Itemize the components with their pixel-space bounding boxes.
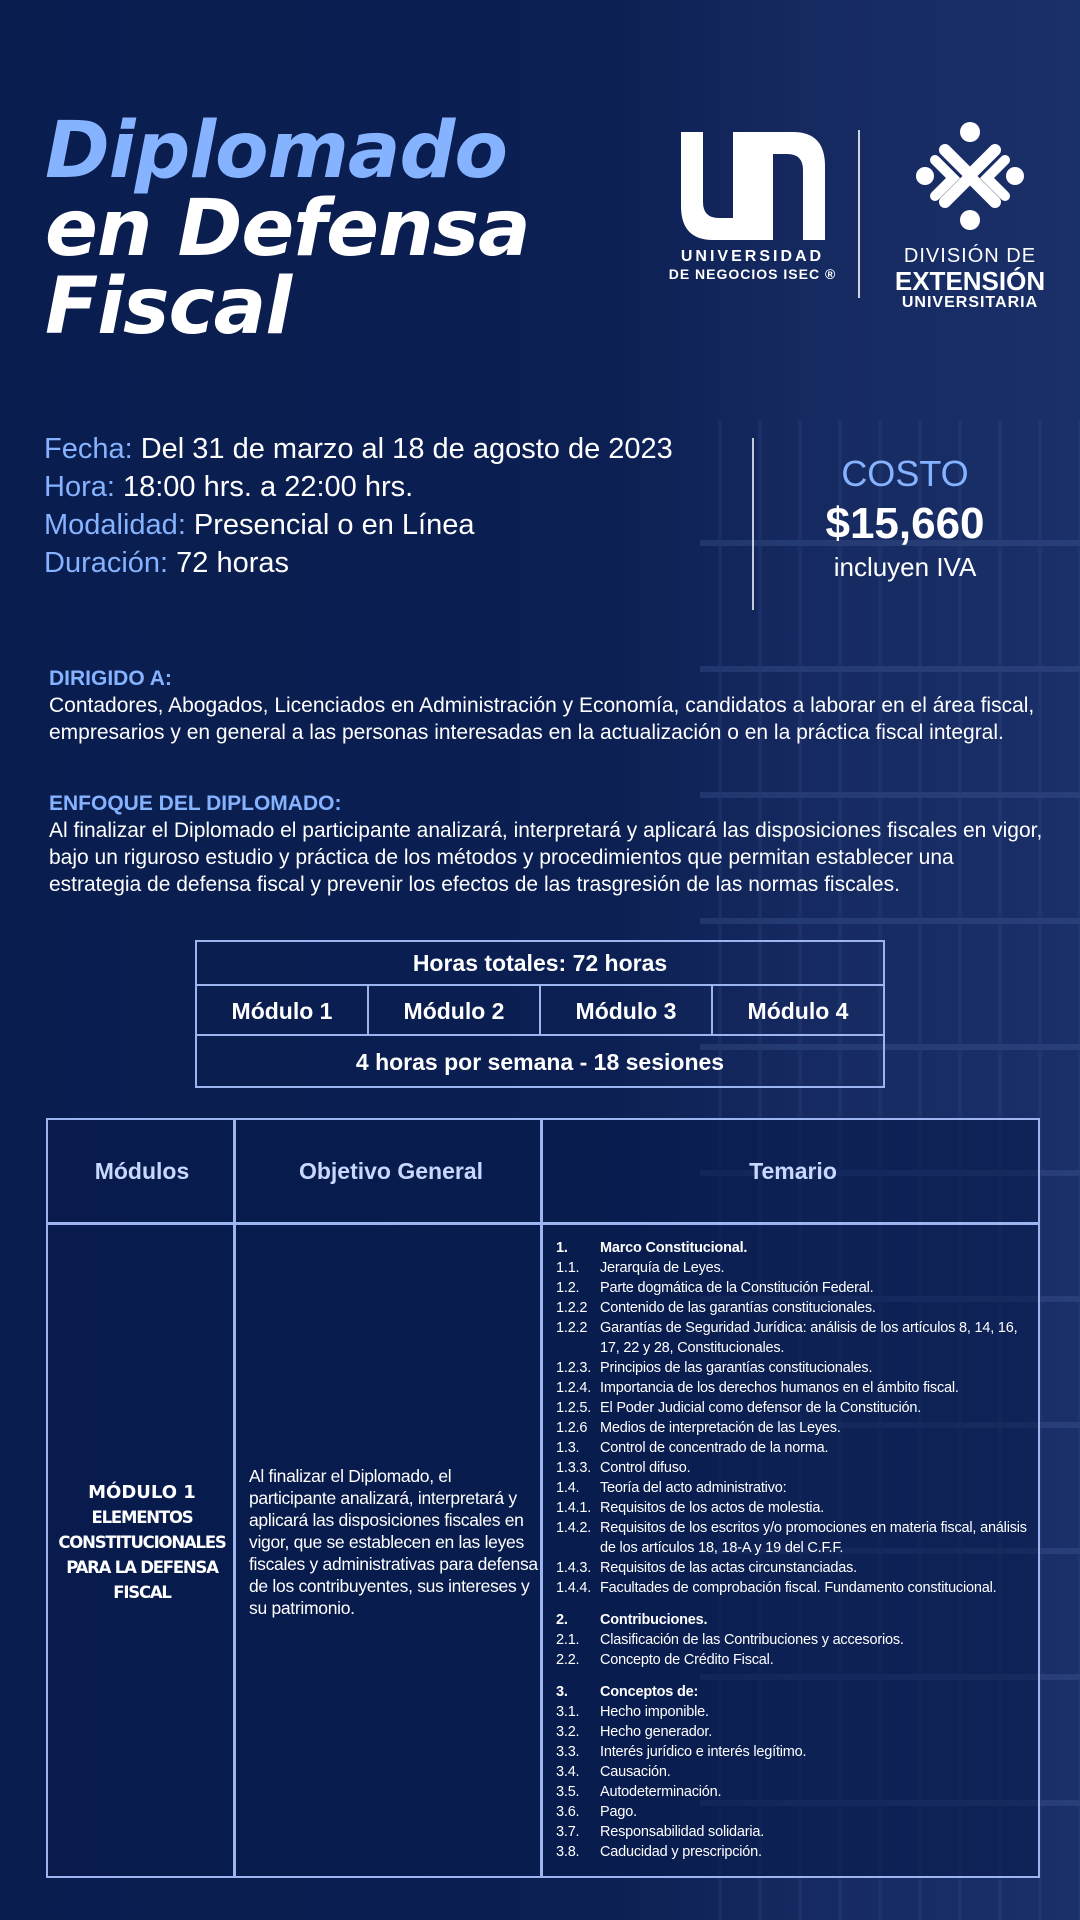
temario-item-text: Contribuciones. <box>600 1612 708 1628</box>
temario-item-number: 3.6. <box>556 1804 580 1820</box>
hora-label: Hora: <box>44 471 115 503</box>
isec-logo-icon <box>673 132 833 244</box>
temario-item-text: Hecho generador. <box>600 1724 713 1740</box>
temario-item <box>556 1682 1036 1702</box>
temario-item <box>556 1298 1036 1318</box>
duracion-row <box>44 544 724 582</box>
temario-item <box>556 1458 1036 1478</box>
temario-item-text: Conceptos de: <box>600 1684 699 1700</box>
cost-note: incluyen IVA <box>833 552 977 582</box>
temario-item-number: 3.1. <box>556 1704 580 1720</box>
temario-cell <box>546 1120 1040 1876</box>
temario-item-text: Facultades de comprobación fiscal. Fundamento constitucional. <box>600 1580 997 1596</box>
temario-item-number: 1.4.3. <box>556 1560 592 1576</box>
temario-item-number: 2.2. <box>556 1652 580 1668</box>
module-subtitle: ELEMENTOS CONSTITUCIONALES PARA LA DEFENSA FISCAL <box>58 1508 226 1602</box>
isec-logo <box>660 132 845 282</box>
temario-item <box>556 1518 1036 1558</box>
hora-row <box>44 468 724 506</box>
temario-item-text: Marco Constitucional. <box>600 1240 748 1256</box>
hours-schedule: 4 horas por semana - 18 sesiones <box>197 1034 883 1086</box>
temario-item-text: Hecho imponible. <box>600 1704 709 1720</box>
temario-item-number: 1.3.3. <box>556 1460 592 1476</box>
temario-item-number: 2. <box>556 1612 568 1628</box>
temario-item <box>556 1782 1036 1802</box>
temario-item-number: 1.2.6 <box>556 1420 588 1436</box>
temario-item <box>556 1650 1036 1670</box>
temario-item-text: Pago. <box>600 1804 637 1820</box>
module-name <box>48 1480 236 1605</box>
temario-item-number: 1. <box>556 1240 568 1256</box>
enfoque-text: Al finalizar el Diplomado el participante analizará, interpretará y aplicará las disposiciones fiscales en vigor, bajo un riguroso estudio y práctica de los métodos y procedimientos que permitan establecer una estrategia de defensa fiscal y prevenir los efectos de las trasgresión de las normas fiscales. <box>49 819 1043 896</box>
temario-item-text: Garantías de Seguridad Jurídica: análisis de los artículos 8, 14, 16, 17, 22 y 28, Constitucionales. <box>600 1320 1018 1356</box>
temario-item-number: 3.3. <box>556 1744 580 1760</box>
temario-item-number: 1.2.3. <box>556 1360 592 1376</box>
temario-item <box>556 1578 1036 1598</box>
enfoque-heading: ENFOQUE DEL DIPLOMADO: <box>49 792 342 815</box>
temario-item <box>556 1702 1036 1722</box>
temario-item-number: 1.2.5. <box>556 1400 592 1416</box>
temario-item-number: 3.2. <box>556 1724 580 1740</box>
temario-item-text: Caducidad y prescripción. <box>600 1844 762 1860</box>
temario-item <box>556 1498 1036 1518</box>
isec-logo-line-1: UNIVERSIDAD <box>680 248 825 265</box>
module-cell: Módulo 1 <box>231 998 333 1024</box>
modalidad-label: Modalidad: <box>44 509 186 541</box>
hours-table <box>195 940 885 1088</box>
temario-item <box>556 1722 1036 1742</box>
division-logo <box>885 120 1055 312</box>
course-info <box>44 430 724 582</box>
temario-item-number: 1.2. <box>556 1280 580 1296</box>
duracion-value: 72 horas <box>168 547 290 579</box>
temario-item <box>556 1558 1036 1578</box>
temario-item-text: Requisitos de los escritos y/o promociones en materia fiscal, análisis de los artículos 18, 18-A y 19 del C.F.F. <box>600 1520 1027 1556</box>
temario-item <box>556 1802 1036 1822</box>
temario-item-number: 3.7. <box>556 1824 580 1840</box>
cost-block <box>780 452 1030 582</box>
temario-item-text: Interés jurídico e interés legítimo. <box>600 1744 807 1760</box>
temario-item <box>556 1478 1036 1498</box>
header-modulos: Módulos <box>94 1157 190 1184</box>
cost-label: COSTO <box>841 453 969 494</box>
temario-item-text: Control difuso. <box>600 1460 691 1476</box>
temario-item-text: El Poder Judicial como defensor de la Constitución. <box>600 1400 922 1416</box>
temario-item-number: 1.4.1. <box>556 1500 592 1516</box>
temario-item-text: Contenido de las garantías constitucionales. <box>600 1300 876 1316</box>
temario-item <box>556 1610 1036 1630</box>
temario-item-text: Parte dogmática de la Constitución Federal. <box>600 1280 874 1296</box>
logo-divider <box>858 130 860 298</box>
division-logo-line-2: EXTENSIÓN <box>894 266 1046 296</box>
temario-item <box>556 1842 1036 1862</box>
temario-item-number: 1.4.4. <box>556 1580 592 1596</box>
temario-item-number: 1.2.2 <box>556 1300 588 1316</box>
temario-item-text: Medios de interpretación de las Leyes. <box>600 1420 841 1436</box>
temario-item <box>556 1418 1036 1438</box>
temario-item-text: Clasificación de las Contribuciones y accesorios. <box>600 1632 904 1648</box>
duracion-label: Duración: <box>44 547 169 579</box>
modalidad-row <box>44 506 724 544</box>
temario-item-text: Requisitos de los actos de molestia. <box>600 1500 825 1516</box>
temario-item-text: Concepto de Crédito Fiscal. <box>600 1652 774 1668</box>
fecha-row <box>44 430 724 468</box>
temario-item <box>556 1378 1036 1398</box>
temario-item-number: 1.1. <box>556 1260 580 1276</box>
module-title: MÓDULO 1 <box>88 1482 196 1503</box>
temario-item <box>556 1630 1036 1650</box>
temario-item <box>556 1398 1036 1418</box>
dirigido-text: Contadores, Abogados, Licenciados en Administración y Economía, candidatos a laborar en el área fiscal, empresarios y en general a las personas interesadas en la actualización o en la práctica fiscal integral. <box>49 694 1035 744</box>
module-cell: Módulo 4 <box>711 986 883 1034</box>
temario-item-text: Jerarquía de Leyes. <box>600 1260 725 1276</box>
division-extension-icon <box>915 120 1025 232</box>
isec-logo-line-2: DE NEGOCIOS ISEC ® <box>668 266 837 282</box>
temario-item-number: 3. <box>556 1684 568 1700</box>
cost-divider <box>752 438 754 610</box>
title-line-3: Fiscal <box>45 262 292 352</box>
division-logo-line-3: UNIVERSITARIA <box>901 294 1039 311</box>
division-logo-line-1: DIVISIÓN DE <box>903 245 1037 267</box>
dirigido-heading: DIRIGIDO A: <box>49 667 172 690</box>
temario-item-text: Causación. <box>600 1764 671 1780</box>
enfoque-section <box>49 791 1049 898</box>
temario-item-text: Requisitos de las actas circunstanciadas. <box>600 1560 857 1576</box>
modules-table <box>46 1118 1040 1878</box>
cost-amount: $15,660 <box>825 499 985 548</box>
temario-item <box>556 1278 1036 1298</box>
objective-cell <box>239 1120 543 1876</box>
temario-item-number: 1.3. <box>556 1440 580 1456</box>
fecha-label: Fecha: <box>44 433 133 465</box>
temario-item-text: Importancia de los derechos humanos en el ámbito fiscal. <box>600 1380 959 1396</box>
header-objetivo: Objetivo General <box>298 1157 484 1184</box>
hours-total: Horas totales: 72 horas <box>412 950 668 976</box>
temario-item <box>556 1238 1036 1258</box>
temario-item-text: Responsabilidad solidaria. <box>600 1824 765 1840</box>
modules-row <box>197 984 883 1034</box>
temario-item <box>556 1258 1036 1278</box>
list-gap <box>556 1670 1036 1682</box>
list-gap <box>556 1598 1036 1610</box>
modalidad-value: Presencial o en Línea <box>185 509 475 541</box>
temario-item-number: 2.1. <box>556 1632 580 1648</box>
module-cell: Módulo 3 <box>539 986 711 1034</box>
temario-item-text: Control de concentrado de la norma. <box>600 1440 829 1456</box>
module-cell: Módulo 2 <box>367 986 539 1034</box>
page-title <box>45 106 645 352</box>
temario-item <box>556 1318 1036 1358</box>
temario-item-number: 1.4.2. <box>556 1520 592 1536</box>
temario-item-number: 3.4. <box>556 1764 580 1780</box>
hora-value: 18:00 hrs. a 22:00 hrs. <box>114 471 414 503</box>
temario-item-number: 1.2.4. <box>556 1380 592 1396</box>
header-temario: Temario <box>749 1157 837 1184</box>
temario-item <box>556 1822 1036 1842</box>
temario-item-number: 3.8. <box>556 1844 580 1860</box>
temario-item <box>556 1438 1036 1458</box>
temario-item-text: Principios de las garantías constitucionales. <box>600 1360 873 1376</box>
title-line-1: Diplomado <box>45 106 507 196</box>
temario-item-text: Autodeterminación. <box>600 1784 722 1800</box>
temario-item-number: 3.5. <box>556 1784 580 1800</box>
temario-list <box>556 1238 1036 1862</box>
temario-item-number: 1.2.2 <box>556 1320 588 1336</box>
objective-text: Al finalizar el Diplomado, el participante analizará, interpretará y aplicará las disposiciones fiscales en vigor, que se establecen en las leyes fiscales y administrativas para defensa de los contribuyentes, sus intereses y su patrimonio. <box>249 1466 538 1618</box>
title-line-2: en Defensa <box>45 184 530 274</box>
temario-item-number: 1.4. <box>556 1480 580 1496</box>
temario-item <box>556 1762 1036 1782</box>
temario-item <box>556 1742 1036 1762</box>
temario-item <box>556 1358 1036 1378</box>
dirigido-section <box>49 666 1049 746</box>
temario-item-text: Teoría del acto administrativo: <box>600 1480 787 1496</box>
fecha-value: Del 31 de marzo al 18 de agosto de 2023 <box>132 433 673 465</box>
